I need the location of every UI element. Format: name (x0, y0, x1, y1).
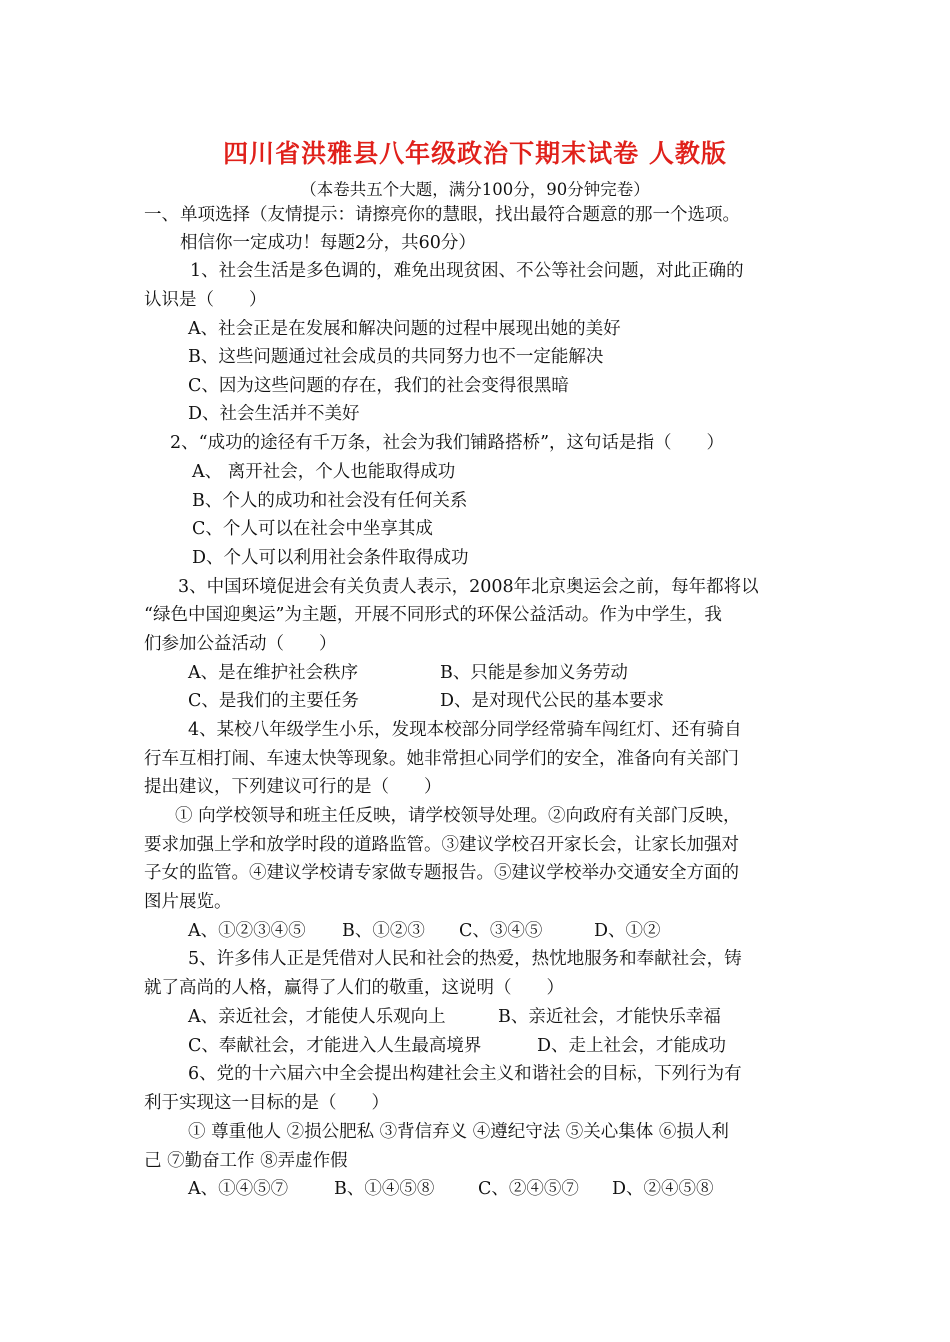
question-6-option-b: B、①④⑤⑧ (334, 1179, 435, 1199)
question-3-option-c: C、是我们的主要任务 (188, 691, 359, 711)
section-heading: 相信你一定成功！每题2分，共60分） (180, 233, 476, 253)
question-3-stem: 3、中国环境促进会有关负责人表示，2008年北京奥运会之前，每年都将以 (178, 577, 759, 597)
question-4-stem: 行车互相打闹、车速太快等现象。她非常担心同学们的安全，准备向有关部门 (144, 749, 739, 769)
question-4-material: ① 向学校领导和班主任反映，请学校领导处理。②向政府有关部门反映， (175, 806, 741, 826)
question-2-stem: 2、“成功的途径有千万条，社会为我们铺路搭桥”，这句话是指（ ） (170, 433, 725, 453)
question-1-option-d: D、社会生活并不美好 (188, 404, 360, 424)
question-4-option-c: C、③④⑤ (459, 921, 543, 941)
question-5-option-c: C、奉献社会，才能进入人生最高境界 (188, 1036, 482, 1056)
page-subtitle: （本卷共五个大题，满分100分，90分钟完卷） (300, 180, 650, 199)
question-4-option-a: A、①②③④⑤ (188, 921, 306, 941)
question-3-stem: 们参加公益活动（ ） (144, 634, 337, 654)
question-1-option-c: C、因为这些问题的存在，我们的社会变得很黑暗 (188, 376, 569, 396)
question-4-option-d: D、①② (594, 921, 661, 941)
question-6-stem: 利于实现这一目标的是（ ） (144, 1093, 389, 1113)
question-2-option-b: B、个人的成功和社会没有任何关系 (192, 491, 468, 511)
question-6-material: 己 ⑦勤奋工作 ⑧弄虚作假 (144, 1151, 348, 1171)
question-3-option-d: D、是对现代公民的基本要求 (440, 691, 665, 711)
question-1-stem: 1、社会生活是多色调的，难免出现贫困、不公等社会问题，对此正确的 (190, 261, 744, 281)
question-3-option-b: B、只能是参加义务劳动 (440, 663, 628, 683)
question-5-stem: 5、许多伟人正是凭借对人民和社会的热爱，热忱地服务和奉献社会，铸 (188, 949, 742, 969)
question-6-option-a: A、①④⑤⑦ (188, 1179, 289, 1199)
question-2-option-c: C、个人可以在社会中坐享其成 (192, 519, 433, 539)
question-6-stem: 6、党的十六届六中全会提出构建社会主义和谐社会的目标，下列行为有 (188, 1064, 742, 1084)
question-1-stem: 认识是（ ） (144, 290, 267, 310)
question-5-stem: 就了高尚的人格，赢得了人们的敬重，这说明（ ） (144, 978, 564, 998)
question-4-option-b: B、①②③ (342, 921, 425, 941)
question-6-option-d: D、②④⑤⑧ (612, 1179, 714, 1199)
section-heading: 单项选择（友情提示：请擦亮你的慧眼，找出最符合题意的那一个选项。 (180, 205, 740, 225)
question-1-option-b: B、这些问题通过社会成员的共同努力也不一定能解决 (188, 347, 604, 367)
question-3-option-a: A、是在维护社会秩序 (188, 663, 359, 683)
question-4-stem: 4、某校八年级学生小乐，发现本校部分同学经常骑车闯红灯、还有骑自 (188, 720, 742, 740)
page-title: 四川省洪雅县八年级政治下期末试卷 人教版 (223, 139, 727, 168)
question-6-option-c: C、②④⑤⑦ (478, 1179, 579, 1199)
question-4-stem: 提出建议，下列建议可行的是（ ） (144, 777, 442, 797)
question-5-option-b: B、亲近社会，才能快乐幸福 (498, 1007, 721, 1027)
question-3-stem: “绿色中国迎奥运”为主题，开展不同形式的环保公益活动。作为中学生，我 (144, 605, 722, 625)
question-5-option-d: D、走上社会，才能成功 (537, 1036, 727, 1056)
question-4-material: 要求加强上学和放学时段的道路监管。③建议学校召开家长会，让家长加强对 (144, 835, 739, 855)
question-1-option-a: A、社会正是在发展和解决问题的过程中展现出她的美好 (188, 319, 621, 339)
question-2-option-d: D、个人可以利用社会条件取得成功 (192, 548, 469, 568)
question-5-option-a: A、亲近社会，才能使人乐观向上 (188, 1007, 446, 1027)
question-4-material: 子女的监管。④建议学校请专家做专题报告。⑤建议学校举办交通安全方面的 (144, 863, 739, 883)
question-2-option-a: A、 离开社会，个人也能取得成功 (192, 462, 456, 482)
question-4-material: 图片展览。 (144, 892, 232, 912)
section-number: 一、 (144, 205, 179, 225)
question-6-material: ① 尊重他人 ②损公肥私 ③背信弃义 ④遵纪守法 ⑤关心集体 ⑥损人利 (188, 1122, 729, 1142)
